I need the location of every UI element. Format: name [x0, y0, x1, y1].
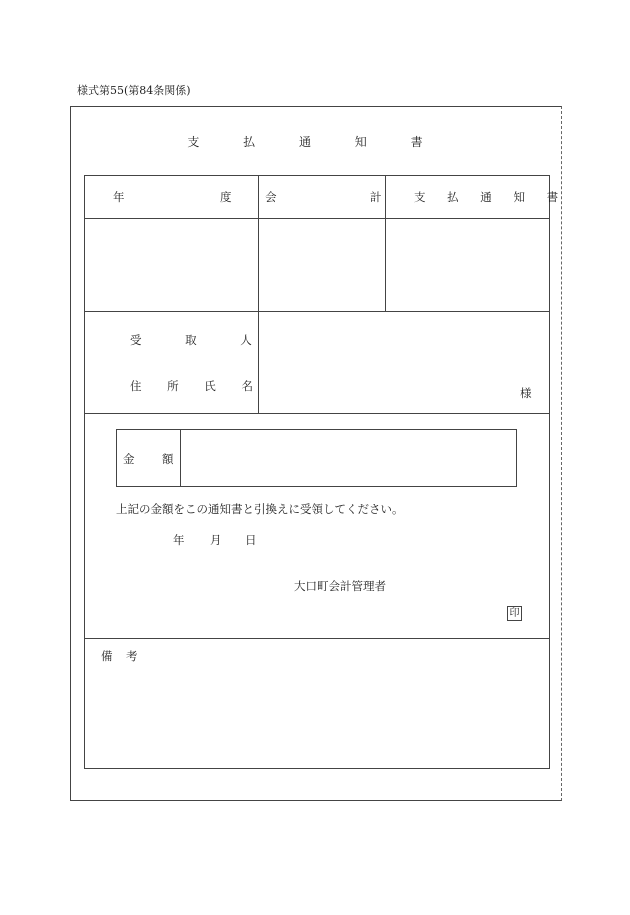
address-name-label: 住 所 氏 名: [130, 379, 264, 393]
issuer-name: 大口町会計管理者: [294, 579, 386, 593]
recipient-label: 受 取 人: [130, 333, 272, 347]
honorific: 様: [520, 386, 532, 400]
document-title: 支 払 通 知 書: [187, 135, 443, 149]
year-label-end: 度: [220, 190, 232, 204]
date-day-label: 日: [245, 533, 257, 547]
year-label-start: 年: [113, 190, 125, 204]
account-label-end: 計: [370, 190, 382, 204]
date-month-label: 月: [210, 533, 222, 547]
notice-text: 上記の金額をこの通知書と引換えに受領してください。: [116, 502, 404, 516]
amount-box: [116, 429, 517, 487]
notice-label: 支 払 通 知 書: [414, 190, 568, 204]
amount-label-start: 金: [123, 452, 135, 466]
remarks-divider: [84, 638, 549, 639]
column-divider-2: [385, 175, 386, 311]
account-label-start: 会: [265, 190, 277, 204]
amount-label-end: 額: [162, 452, 174, 466]
date-year-label: 年: [173, 533, 185, 547]
seal-mark: 印: [507, 606, 522, 621]
header-row-divider: [84, 218, 549, 219]
info-row-divider: [84, 311, 549, 312]
remarks-label-start: 備: [101, 649, 113, 663]
recipient-row-divider: [84, 413, 549, 414]
remarks-label-end: 考: [126, 649, 138, 663]
amount-divider: [180, 429, 181, 487]
form-number: 様式第55(第84条関係): [77, 84, 191, 97]
